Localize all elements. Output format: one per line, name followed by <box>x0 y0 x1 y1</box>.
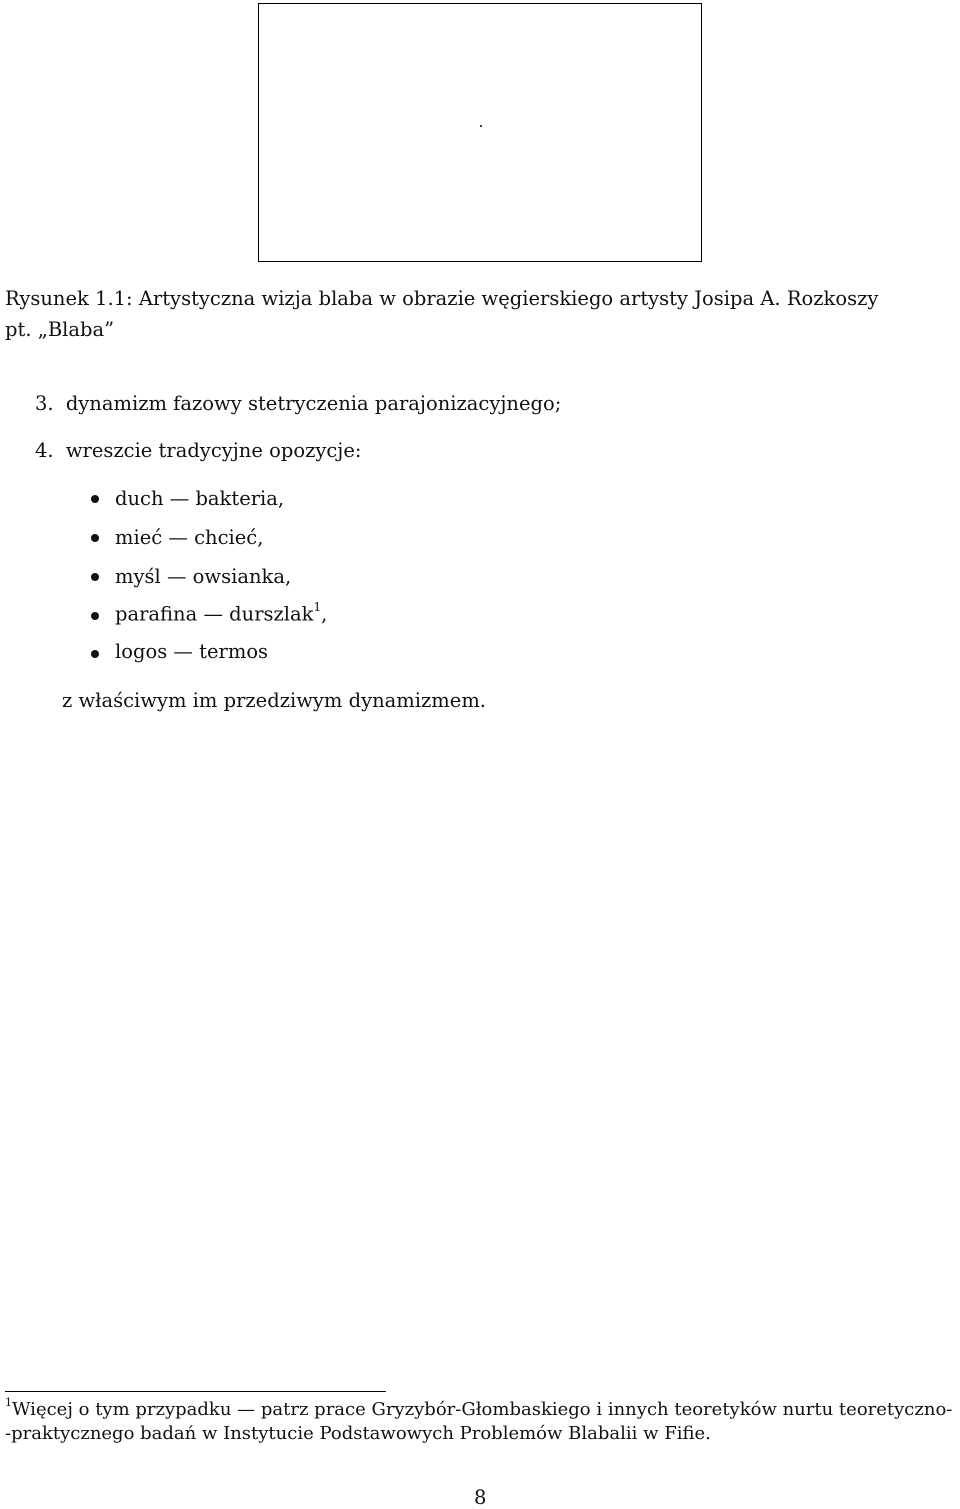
footnote-number: 1 <box>5 1396 12 1409</box>
opposition-item: myśl — owsianka, <box>115 565 292 588</box>
bullet-icon <box>91 573 99 581</box>
bullet-icon <box>91 534 99 542</box>
enum-number: 4. <box>35 439 54 462</box>
bullet-icon <box>91 650 99 658</box>
figure-caption-line-1: Rysunek 1.1: Artystyczna wizja blaba w obrazie węgierskiego artysty Josipa A. Rozkoszy <box>5 287 879 310</box>
figure-frame <box>258 3 702 262</box>
enum-number: 3. <box>35 392 54 415</box>
opposition-item: duch — bakteria, <box>115 487 285 510</box>
opposition-item: logos — termos <box>115 640 269 663</box>
enum-item-3 <box>35 392 561 415</box>
footnote-line-1 <box>5 1398 957 1420</box>
enum-text: dynamizm fazowy stetryczenia parajonizacyjnego; <box>65 392 562 415</box>
figure-dot <box>480 125 482 127</box>
page-number: 8 <box>474 1486 487 1509</box>
footnote-line-2: -praktycznego badań w Instytucie Podstawowych Problemów Blabalii w Fifie. <box>5 1423 711 1444</box>
enum-item-4 <box>35 439 361 462</box>
opposition-item: mieć — chcieć, <box>115 526 264 549</box>
footnote-rule <box>5 1391 386 1392</box>
footnote-marker: 1 <box>313 600 322 614</box>
bullet-icon <box>91 495 99 503</box>
figure-caption-line-2: pt. „Blaba” <box>5 318 115 341</box>
bullet-icon <box>91 612 99 620</box>
opposition-item: parafina — durszlak$^1$, <box>115 600 328 626</box>
footnote-text: Więcej o tym przypadku — patrz prace Gryzybór-Głombaskiego i innych teoretyków nurtu teoretyczno- <box>12 1399 953 1420</box>
enum-text: wreszcie tradycyjne opozycje: <box>65 439 362 462</box>
closing-text: z właściwym im przedziwym dynamizmem. <box>62 689 487 712</box>
